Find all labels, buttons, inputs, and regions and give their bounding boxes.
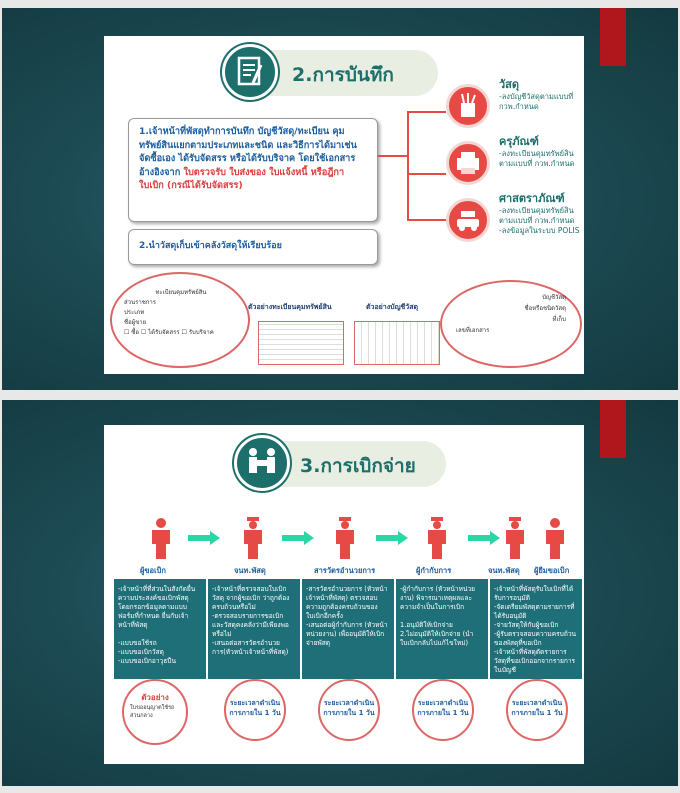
timing-circle [318,679,380,741]
connector-lines [378,96,448,246]
supply-ledger-thumbnail [354,321,440,365]
timing-circle [506,679,568,741]
step-1-text: 1.เจ้าหน้าที่พัสดุทำการบันทึก บัญชีวัสดุ/ทะเบียน คุมทรัพย์สินแยกตามประเภทและชนิด และวิธีการได้มาเช่น จัดซื้อเอง ได้รับจัดสรร หรือได้รับบริจาค โดยใช้เอกสารอ้างอิงจาก [139,126,357,178]
step-1-box [128,118,378,222]
person-icon [542,517,568,559]
vehicle-weapon-icon [446,198,490,242]
step-requester [114,579,206,679]
document-icon [222,44,278,100]
officer-icon [332,517,358,559]
role-borrower: ผู้ยืมขอเบิก [534,566,570,575]
step-superintendent [396,579,488,679]
step-admin-inspector [302,579,394,679]
role-requester: ผู้ขอเบิก [140,566,166,575]
category-equipment-text: -ลงทะเบียนคุมทรัพย์สินตามแบบที่ กวพ.กำหนด [499,149,575,168]
slide-recording [2,8,678,390]
category-weapons-title: ศาสตราภัณฑ์ [499,192,565,205]
form-left-line1: ส่วนราชการ [124,299,157,306]
step-1-highlight: ใบตรวจรับ ใบส่งของ ใบแจ้งหนี้ หรือฎีกาใบเบิก (กรณีได้รับจัดสรร) [139,166,345,191]
arrow-right-icon [468,531,500,545]
form-right-title: บัญชีวัสดุ [542,294,566,301]
form-right-line3: เลขที่เอกสาร [456,327,490,334]
step-2-text: 2.นำวัสดุเก็บเข้าคลังวัสดุให้เรียบร้อย [139,241,282,251]
step-admin-inspector-text: -สารวัตรอำนวยการ (หัวหน้าเจ้าหน้าที่พัสดุ) ตรวจสอบความถูกต้องครบถ้วนของใบเบิกอีกครั้ง -เสนอต่อผู้กำกับการ (หัวหน้าหน่วยงาน) เพื่ออนุมัติให้เบิกจ่ายพัสดุ [306,585,388,647]
arrow-right-icon [376,531,408,545]
timing-text: ระยะเวลาดำเนินการภายใน 1 วัน [417,699,469,717]
sample-label: ตัวอย่าง [141,693,169,702]
asset-register-thumbnail [258,321,344,365]
category-supply [499,78,581,112]
officer-icon [502,517,528,559]
red-accent-bar [600,8,626,66]
form-right-line2: ที่เก็บ [552,316,566,323]
step-requester-text: -เจ้าหน้าที่ที่ส่วนในสังกัดยื่นความประสงค์ขอเบิกพัสดุ โดยกรอกข้อมูลตามแบบฟอร์มที่กำหนด ยื่นกับเจ้าหน้าที่พัสดุ -แบบขอใช้รถ -แบบขอเบิกวัสดุ -แบบขอเบิกอาวุธปืน [118,585,196,665]
step-supply-officer [208,579,300,679]
form-left-line2: ประเภท [124,309,145,316]
printer-icon [446,141,490,185]
handover-icon [234,435,290,491]
pencil-cup-icon [446,84,490,128]
person-icon [148,517,174,559]
step-disburse [490,579,582,679]
officer-icon [240,517,266,559]
supply-ledger-label: ตัวอย่างบัญชีวัสดุ [366,303,419,311]
form-left-title: ทะเบียนคุมทรัพย์สิน [155,289,207,296]
page-title: 2.การบันทึก [292,64,394,86]
category-weapons [499,192,581,236]
arrow-right-icon [282,531,314,545]
page-title: 3.การเบิกจ่าย [300,455,416,477]
arrow-right-icon [188,531,220,545]
red-accent-bar [600,400,626,458]
slide-card [104,425,584,764]
asset-register-form [122,286,240,350]
officer-icon [424,517,450,559]
supply-ledger-form [454,290,568,352]
timing-circle [412,679,474,741]
sample-text: ใบขออนุญาตใช้รถส่วนกลาง [130,705,175,719]
timing-text: ระยะเวลาดำเนินการภายใน 1 วัน [229,699,281,717]
timing-text: ระยะเวลาดำเนินการภายใน 1 วัน [323,699,375,717]
role-supply-officer: จนท.พัสดุ [234,566,266,575]
step-superintendent-text: -ผู้กำกับการ (หัวหน้าหน่วยงาน) พิจารณาเหตุผลและความจำเป็นในการเบิก 1.อนุมัติให้เบิกจ่าย 2.ไม่อนุมัติให้เบิกจ่าย (นำใบเบิกกลับไปแก้ไขใหม่) [400,585,476,647]
timing-text: ระยะเวลาดำเนินการภายใน 1 วัน [511,699,563,717]
role-supply-officer-2: จนท.พัสดุ [488,566,520,575]
form-left-line3: ชื่อผู้ขาย [124,319,147,326]
form-right-line1: ชื่อหรือชนิดวัสดุ [524,305,566,312]
slide-card [104,36,584,374]
step-2-box [128,229,378,265]
role-superintendent: ผู้กำกับการ [416,566,452,575]
slide-disbursement [2,400,678,786]
category-supply-title: วัสดุ [499,78,520,91]
timing-circle [224,679,286,741]
category-equipment-title: ครุภัณฑ์ [499,135,539,148]
category-weapons-text: -ลงทะเบียนคุมทรัพย์สินตามแบบที่ กวพ.กำหนด -ลงข้อมูลในระบบ POLIS [499,206,580,235]
form-left-options: ☐ ซื้อ ☐ ได้รับจัดสรร ☐ รับบริจาค [124,329,214,336]
asset-register-label: ตัวอย่างทะเบียนคุมทรัพย์สิน [248,303,332,311]
role-admin-inspector: สารวัตรอำนวยการ [314,566,376,575]
step-supply-officer-text: -เจ้าหน้าที่ตรวจสอบใบเบิกวัสดุ จากผู้ขอเบิก ว่าถูกต้องครบถ้วนหรือไม่ -ตรวจสอบรายการขอเบิก และวัสดุคงคลังว่ามีเพียงพอหรือไม่ -เสนอต่อสารวัตรอำนวยการ(หัวหน้าเจ้าหน้าที่พัสดุ) [212,585,290,656]
category-supply-text: -ลงบัญชีวัสดุตามแบบที่ กวพ.กำหนด [499,92,574,111]
sample-form-circle [122,679,188,745]
category-equipment [499,135,581,169]
step-disburse-text: -เจ้าหน้าที่พัสดุรับใบเบิกที่ได้รับการอนุมัติ -จัดเตรียมพัสดุตามรายการที่ได้รับอนุมัติ -จ่ายวัสดุให้กับผู้ขอเบิก -ผู้รับตรวจสอบความครบถ้วนของพัสดุที่ขอเบิก -เจ้าหน้าที่พัสดุตัดรายการวัสดุที่ขอเบิกออกจากรายการในบัญชี [494,585,577,674]
